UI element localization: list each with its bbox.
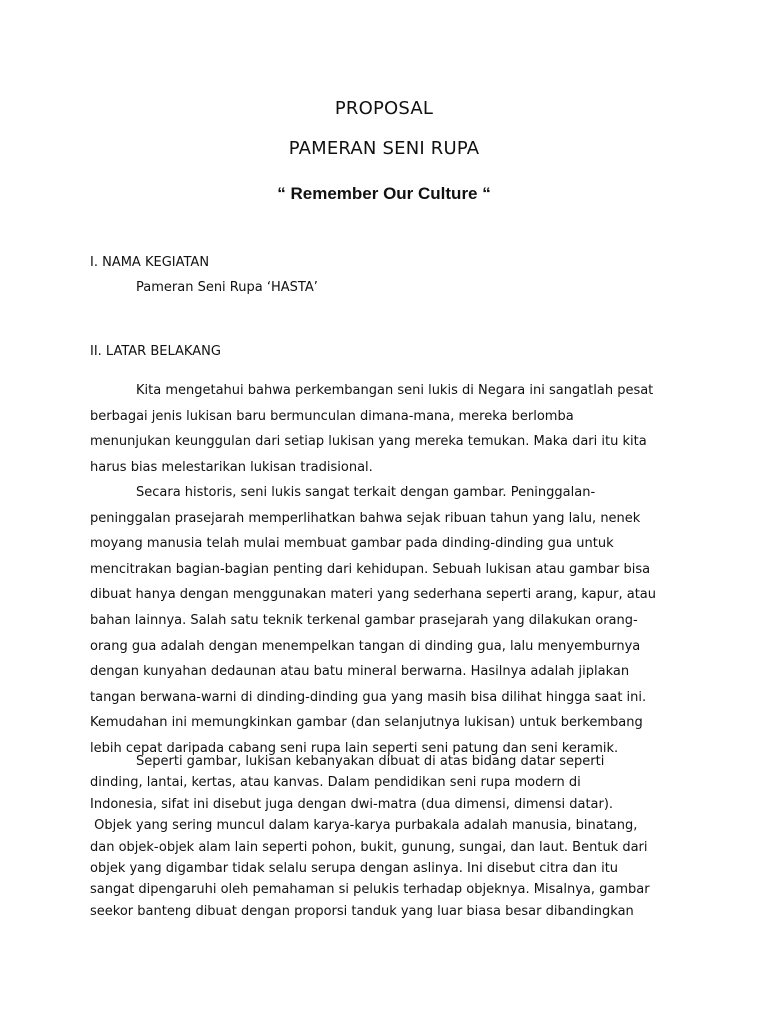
- paragraph-line: mencitrakan bagian-bagian penting dari kehidupan. Sebuah lukisan atau gambar bisa: [90, 561, 651, 577]
- section-heading-latar-belakang: II. LATAR BELAKANG: [90, 344, 221, 359]
- paragraph-line: seekor banteng dibuat dengan proporsi tanduk yang luar biasa besar dibandingkan: [90, 903, 634, 919]
- paragraph-line: dibuat hanya dengan menggunakan materi yang sederhana seperti arang, kapur, atau: [90, 587, 657, 603]
- document-tagline: “ Remember Our Culture “: [277, 184, 491, 203]
- paragraph-line: Indonesia, sifat ini disebut juga dengan dwi-matra (dua dimensi, dimensi datar).: [90, 796, 614, 812]
- paragraph-line: dengan kunyahan dedaunan atau batu mineral berwarna. Hasilnya adalah jiplakan: [90, 664, 630, 680]
- paragraph-line: Secara historis, seni lukis sangat terkait dengan gambar. Peninggalan-: [136, 485, 596, 500]
- paragraph-2: [90, 480, 710, 762]
- paragraph-line: Seperti gambar, lukisan kebanyakan dibuat di atas bidang datar seperti: [136, 754, 605, 769]
- paragraph-3: [90, 751, 710, 922]
- section-heading-nama-kegiatan: I. NAMA KEGIATAN: [90, 255, 210, 270]
- activity-name: Pameran Seni Rupa ‘HASTA’: [136, 280, 318, 295]
- paragraph-line: Objek yang sering muncul dalam karya-karya purbakala adalah manusia, binatang,: [90, 818, 638, 834]
- paragraph-line: Kemudahan ini memungkinkan gambar (dan selanjutnya lukisan) untuk berkembang: [90, 715, 643, 731]
- paragraph-line: orang gua adalah dengan menempelkan tangan di dinding gua, lalu menyemburnya: [90, 638, 641, 654]
- paragraph-line: lebih cepat daripada cabang seni rupa lain seperti seni patung dan seni keramik.: [90, 740, 619, 756]
- paragraph-line: bahan lainnya. Salah satu teknik terkenal gambar prasejarah yang dilakukan orang-: [90, 612, 638, 628]
- paragraph-1: [90, 378, 710, 480]
- paragraph-line: dinding, lantai, kertas, atau kanvas. Dalam pendidikan seni rupa modern di: [90, 775, 581, 791]
- paragraph-line: berbagai jenis lukisan baru bermunculan dimana-mana, mereka berlomba: [90, 408, 574, 424]
- paragraph-line: peninggalan prasejarah memperlihatkan bahwa sejak ribuan tahun yang lalu, nenek: [90, 510, 641, 526]
- paragraph-line: moyang manusia telah mulai membuat gambar pada dinding-dinding gua untuk: [90, 536, 614, 552]
- paragraph-line: dan objek-objek alam lain seperti pohon, bukit, gunung, sungai, dan laut. Bentuk dari: [90, 839, 648, 855]
- paragraph-line: tangan berwana-warni di dinding-dinding gua yang masih bisa dilihat hingga saat ini.: [90, 689, 647, 705]
- paragraph-line: harus bias melestarikan lukisan tradisional.: [90, 459, 373, 475]
- paragraph-line: Kita mengetahui bahwa perkembangan seni lukis di Negara ini sangatlah pesat: [136, 383, 654, 398]
- paragraph-line: menunjukan keunggulan dari setiap lukisan yang mereka temukan. Maka dari itu kita: [90, 434, 647, 449]
- document-title-line-1: PROPOSAL: [334, 98, 434, 119]
- paragraph-line: sangat dipengaruhi oleh pemahaman si pelukis terhadap objeknya. Misalnya, gambar: [90, 882, 650, 898]
- paragraph-line: objek yang digambar tidak selalu serupa dengan aslinya. Ini disebut citra dan itu: [90, 861, 619, 877]
- document-title-line-2: PAMERAN SENI RUPA: [288, 138, 480, 159]
